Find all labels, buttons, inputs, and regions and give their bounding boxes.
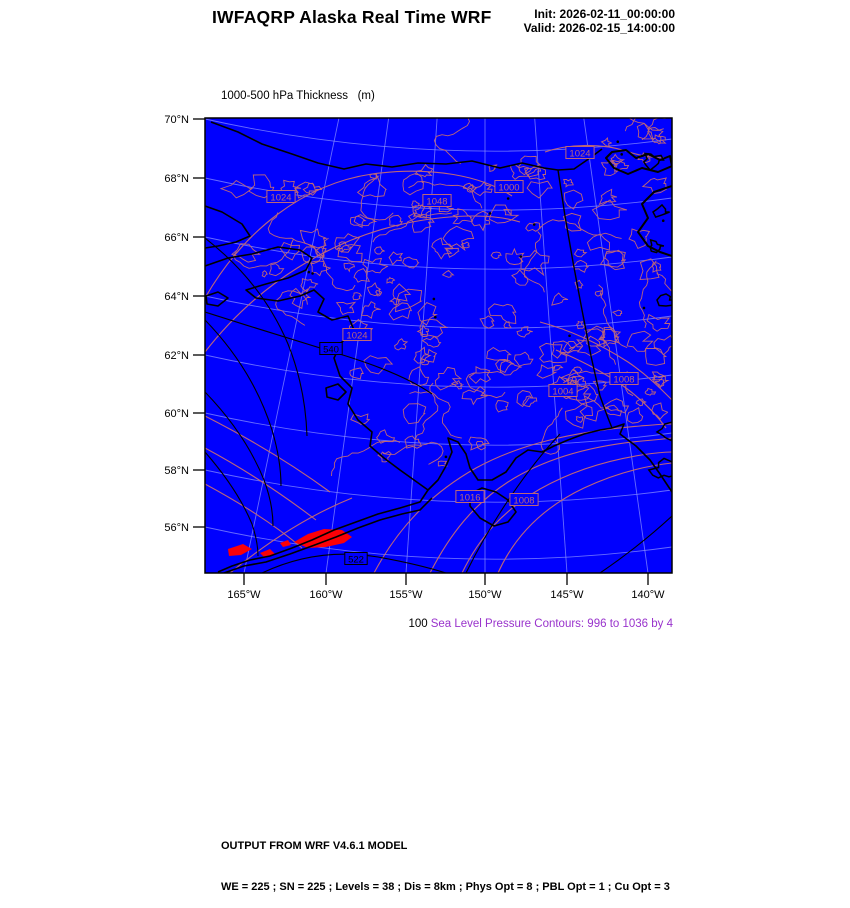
map-speck [308, 271, 311, 274]
lat-tick-label: 68°N [164, 173, 189, 185]
contour-label: 1024 [346, 330, 368, 342]
contour-label: 1024 [270, 192, 292, 204]
lon-tick-label: 140°W [631, 589, 665, 601]
map-speck [434, 316, 437, 319]
lat-tick-label: 70°N [164, 114, 189, 126]
map-speck [616, 140, 619, 143]
map-speck [620, 153, 623, 156]
map-speck [568, 334, 571, 337]
lat-tick-label: 58°N [164, 465, 189, 477]
map-speck [507, 197, 510, 200]
contour-label: 1016 [459, 492, 481, 504]
init-time-label: Init: 2026-02-11_00:00:00 [534, 7, 675, 21]
caption-text: Sea Level Pressure Contours: 996 to 1036 by 4 [430, 618, 673, 630]
model-footer [221, 813, 670, 908]
lat-tick-label: 62°N [164, 350, 189, 362]
map-speck [445, 456, 448, 459]
run-times [524, 7, 675, 35]
contour-label: 1008 [613, 374, 635, 386]
map-speck [533, 223, 536, 226]
alaska-map [150, 100, 695, 620]
map-speck [489, 212, 492, 215]
lat-tick-label: 60°N [164, 408, 189, 420]
contour-label: 522 [348, 554, 364, 566]
footer-model-line: OUTPUT FROM WRF V4.6.1 MODEL [221, 840, 408, 852]
contour-caption [402, 606, 673, 630]
contour-label: 1000 [498, 182, 520, 194]
map-speck [662, 219, 665, 222]
map-speck [311, 272, 314, 275]
lon-tick-label: 165°W [227, 589, 261, 601]
footer-config-line: WE = 225 ; SN = 225 ; Levels = 38 ; Dis = 8km ; Phys Opt = 8 ; PBL Opt = 1 ; Cu Opt = 3 [221, 880, 670, 893]
lat-tick-label: 66°N [164, 232, 189, 244]
caption-prefix: 100 [408, 618, 428, 630]
contour-label: 1048 [426, 196, 448, 208]
lon-tick-label: 155°W [389, 589, 423, 601]
lon-tick-label: 150°W [468, 589, 502, 601]
lat-tick-label: 64°N [164, 291, 189, 303]
contour-label: 1004 [552, 386, 574, 398]
map-speck [520, 255, 523, 258]
valid-time-label: Valid: 2026-02-15_14:00:00 [523, 21, 675, 35]
lon-tick-label: 160°W [309, 589, 343, 601]
legend-line-thickness-1: 1000-500 hPa Thickness (m) [221, 90, 375, 102]
contour-label: 540 [323, 344, 339, 356]
map-speck [433, 298, 436, 301]
lon-tick-label: 145°W [550, 589, 584, 601]
map-speck [643, 307, 646, 310]
page-title: IWFAQRP Alaska Real Time WRF [212, 7, 492, 27]
lat-tick-label: 56°N [164, 522, 189, 534]
contour-label: 1024 [569, 148, 591, 160]
contour-label: 1008 [513, 495, 535, 507]
